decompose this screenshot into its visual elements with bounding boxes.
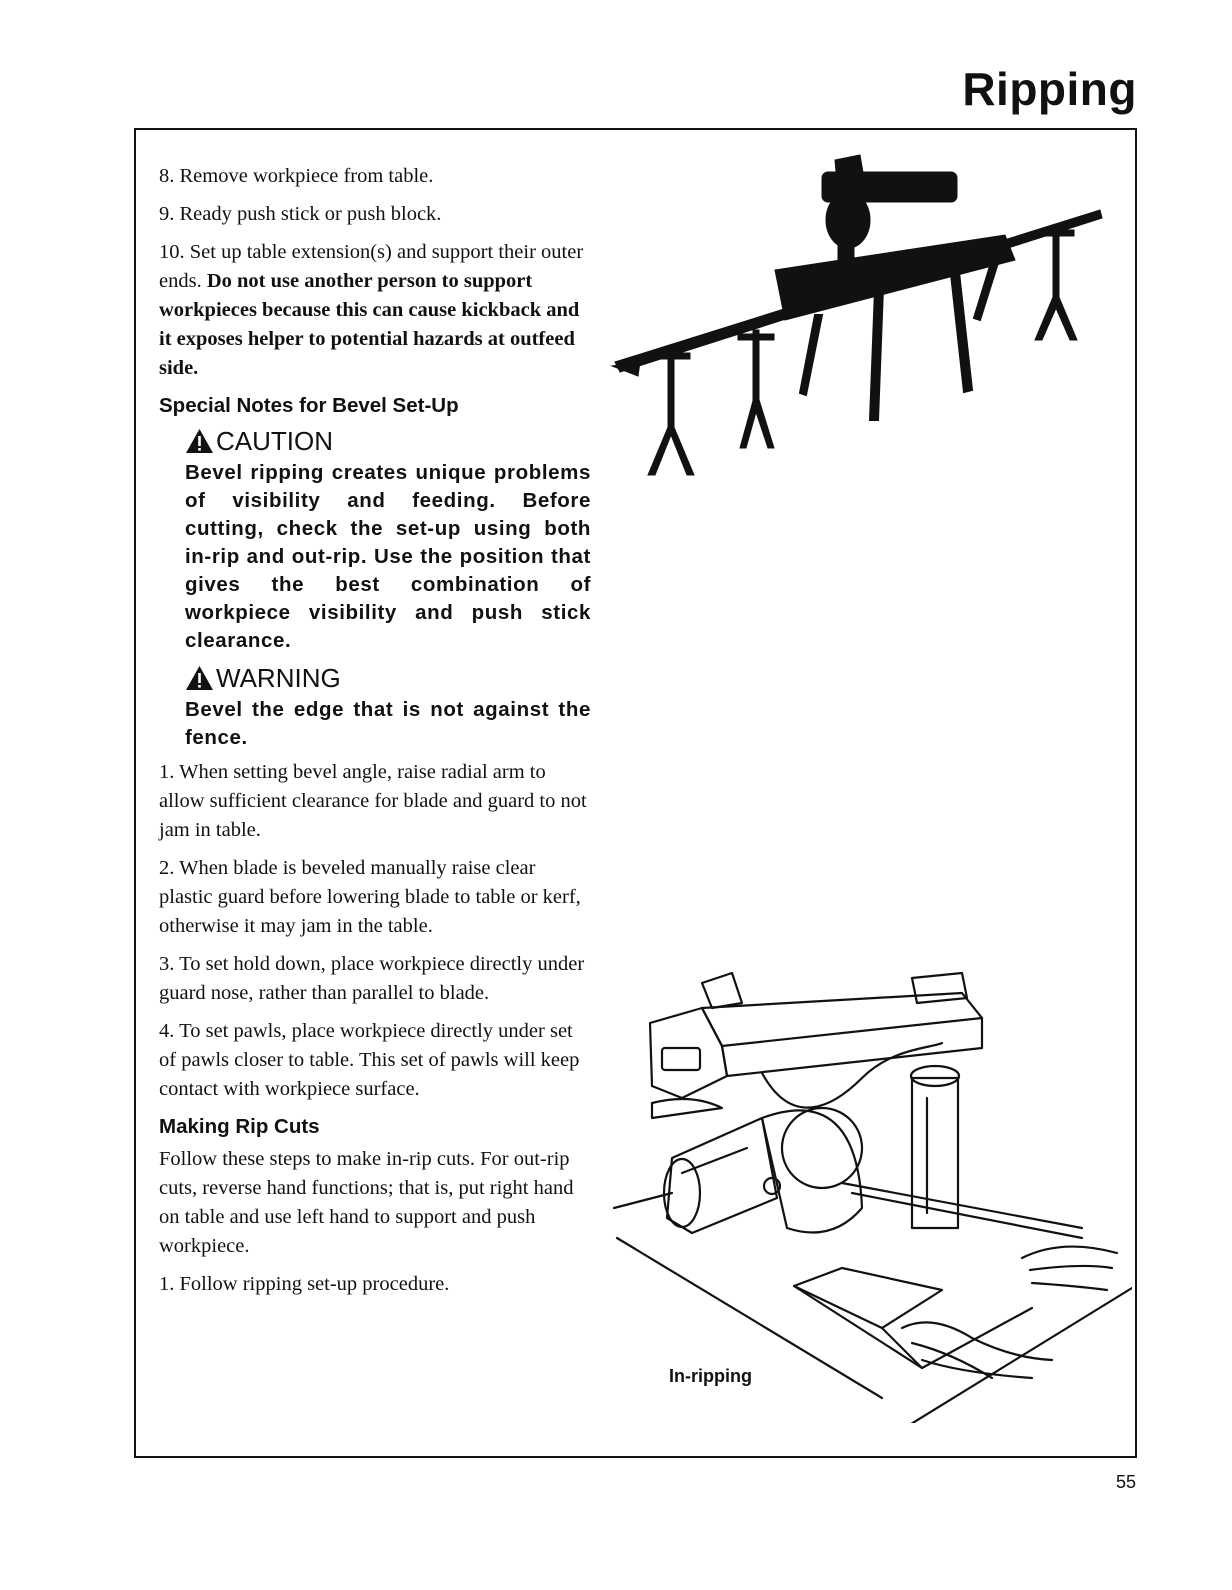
caution-header [185, 424, 591, 458]
bevel-step-3: 3. To set hold down, place workpiece directly under guard nose, rather than parallel to blade. [159, 953, 585, 1004]
rip-intro: Follow these steps to make in-rip cuts. For out-rip cuts, reverse hand functions; that is, put right hand on table and use left hand to support and push workpiece. [159, 1148, 574, 1257]
caution-label: CAUTION [216, 426, 333, 456]
warning-block [185, 661, 591, 752]
step-10-emphasis: Do not use another person to support workpieces because this can cause kickback and it exposes helper to potential hazards at outfeed side. [159, 270, 580, 379]
in-ripping-illustration [612, 968, 1132, 1423]
bevel-heading: Special Notes for Bevel Set-Up [159, 394, 459, 417]
page-number: 55 [1116, 1472, 1137, 1492]
step-8: 8. Remove workpiece from table. [159, 165, 434, 187]
warning-triangle-icon [185, 665, 214, 691]
warning-label: WARNING [216, 663, 341, 693]
warning-header [185, 661, 591, 695]
step-10 [159, 238, 591, 383]
bevel-step-4: 4. To set pawls, place workpiece directly under set of pawls closer to table. This set of pawls will keep contact with workpiece surface. [159, 1020, 580, 1100]
text-column [159, 162, 591, 1308]
step-9: 9. Ready push stick or push block. [159, 203, 442, 225]
figure-caption: In-ripping [669, 1366, 752, 1386]
rip-heading: Making Rip Cuts [159, 1115, 320, 1138]
rip-step-1: 1. Follow ripping set-up procedure. [159, 1273, 450, 1295]
caution-triangle-icon [185, 428, 214, 454]
caution-text: Bevel ripping creates unique problems of visibility and feeding. Before cutting, check the set-up using both in-rip and out-rip. Use the position that gives the best combination of workpiece visibility and push stick clearance. [185, 461, 591, 652]
step-10-text: 10. Set up table extension(s) and support their outer ends. [159, 241, 584, 292]
saw-setup-silhouette-figure [610, 150, 1110, 480]
warning-text: Bevel the edge that is not against the fence. [185, 698, 591, 749]
bevel-step-1: 1. When setting bevel angle, raise radial arm to allow sufficient clearance for blade and guard to not jam in table. [159, 761, 587, 841]
page-title: Ripping [962, 63, 1137, 115]
bevel-step-2: 2. When blade is beveled manually raise clear plastic guard before lowering blade to table or kerf, otherwise it may jam in the table. [159, 857, 581, 937]
caution-block [185, 424, 591, 655]
